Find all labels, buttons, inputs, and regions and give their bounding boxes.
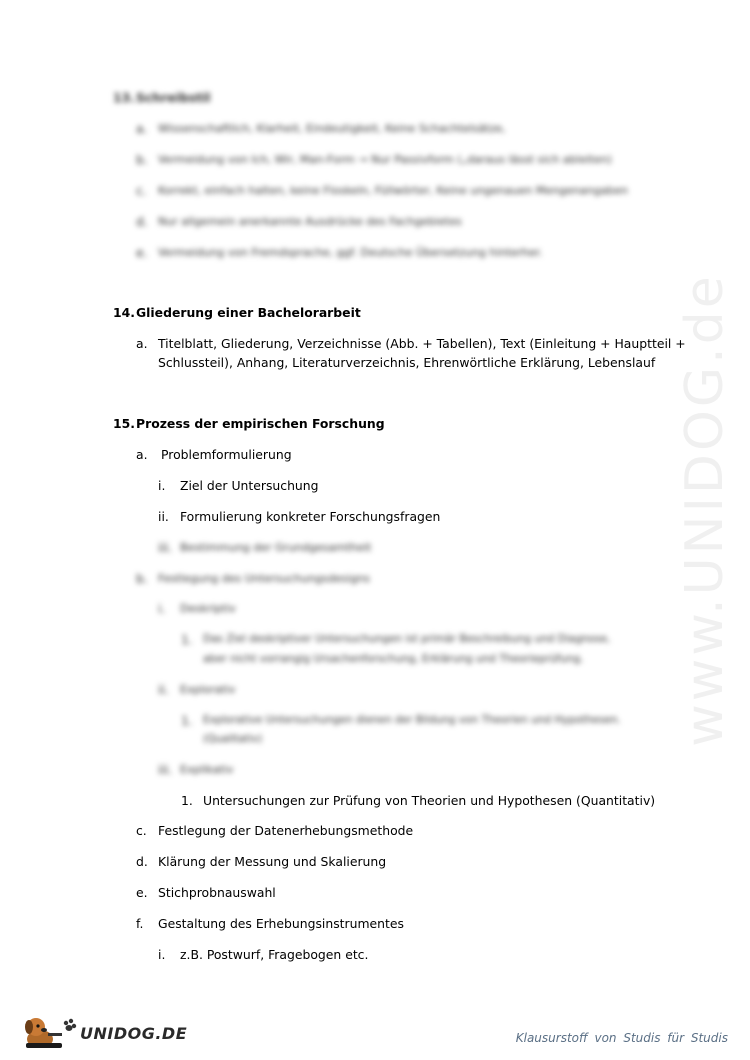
list-item: Untersuchungen zur Prüfung von Theorien und Hypothesen (Quantitativ) [203,793,656,808]
list-marker: i. [158,601,166,616]
list-marker: iii. [158,762,173,777]
list-item: Deskriptiv [180,602,236,615]
list-item: Explorativ [180,683,236,696]
list-marker: b. [136,571,148,586]
dog-mascot-icon [22,1015,78,1051]
list-item: Gestaltung des Erhebungsinstrumentes [158,916,404,931]
section-title: Prozess der empirischen Forschung [136,416,385,431]
list-marker: 1. [181,793,193,808]
section-number: 13. [113,90,135,105]
logo-text: UNIDOG.DE [80,1024,188,1043]
list-marker: a. [136,336,148,351]
section-number: 14. [113,305,135,320]
list-item: z.B. Postwurf, Fragebogen etc. [180,947,369,962]
list-item-line: aber nicht vorrangig Ursachenforschung, Erklärung und Theorieprüfung. [203,653,584,665]
list-marker: ii. [158,509,169,524]
section-title: Schreibstil [136,90,211,105]
footer-tagline: Klausurstoff von Studis für Studis [515,1031,728,1045]
list-item: Klärung der Messung und Skalierung [158,854,387,869]
list-item: Nur allgemein anerkannte Ausdrücke des Fachgebietes [158,215,462,228]
list-marker: a. [136,121,148,136]
list-item: Wissenschaftlich, Klarheit, Eindeutigkeit, Keine Schachtelsätze, [158,122,506,135]
list-marker: c. [136,183,147,198]
list-marker: iii. [158,540,173,555]
list-item-line: Explorative Untersuchungen dienen der Bildung von Theorien und Hypothesen. [203,714,621,726]
list-marker: b. [136,152,148,167]
list-item: Problemformulierung [161,447,292,462]
section-title: Gliederung einer Bachelorarbeit [136,305,361,320]
list-marker: d. [136,214,148,229]
list-marker: ii. [158,682,169,697]
list-item: Formulierung konkreter Forschungsfragen [180,509,441,524]
list-marker: d. [136,854,148,869]
list-marker: i. [158,478,166,493]
list-marker: e. [136,245,148,260]
list-item: Bestimmung der Grundgesamtheit [180,541,372,554]
list-marker: f. [136,916,144,931]
list-item: Festlegung des Untersuchungsdesigns [158,572,370,585]
list-marker: 1. [181,713,193,728]
list-item-line: Das Ziel deskriptiver Untersuchungen ist primär Beschreibung und Diagnose, [203,633,611,645]
list-item: Stichprobnauswahl [158,885,276,900]
list-item: Vermeidung von Ich, Wir, Man-Form → Nur Passivform („daraus lässt sich ableiten) [158,153,612,166]
list-marker: 1. [181,632,193,647]
list-item-line: Titelblatt, Gliederung, Verzeichnisse (Abb. + Tabellen), Text (Einleitung + Hauptteil + [158,336,686,351]
section-number: 15. [113,416,135,431]
list-item-line: (Qualitativ) [203,733,263,745]
list-item: Explikativ [180,763,234,776]
watermark-text: www.UNIDOG.de [675,273,735,747]
unidog-logo [22,1015,188,1051]
list-item-line: Schlussteil), Anhang, Literaturverzeichnis, Ehrenwörtliche Erklärung, Lebenslauf [158,355,656,370]
list-item: Ziel der Untersuchung [180,478,319,493]
list-item: Festlegung der Datenerhebungsmethode [158,823,414,838]
list-marker: a. [136,447,148,462]
list-marker: i. [158,947,166,962]
list-item: Vermeidung von Fremdsprache, ggf. Deutsche Übersetzung hinterher. [158,246,543,259]
list-item: Korrekt, einfach halten, keine Floskeln, Füllwörter, Keine ungenauen Mengenangaben [158,184,628,197]
list-marker: e. [136,885,148,900]
list-marker: c. [136,823,147,838]
